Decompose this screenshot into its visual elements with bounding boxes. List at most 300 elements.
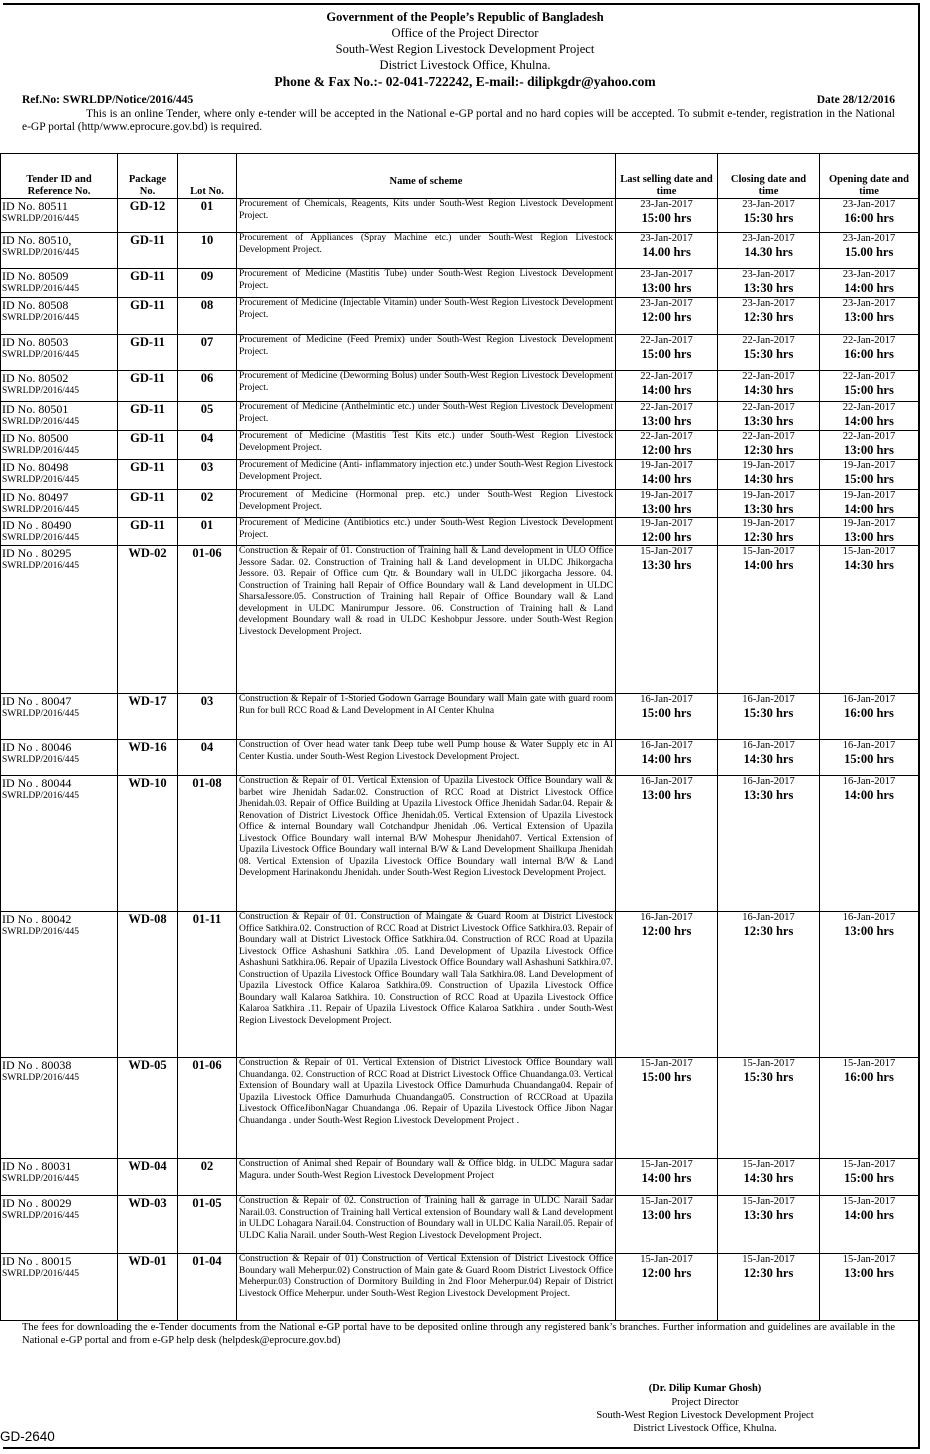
selling-date: 22-Jan-2017 (640, 402, 693, 413)
tender-id-cell (1, 1196, 118, 1254)
tender-id-cell (1, 518, 118, 546)
selling-cell (616, 546, 718, 694)
opening-time: 14:00 hrs (844, 281, 894, 295)
table-row (1, 1196, 919, 1254)
closing-time: 14.30 hrs (744, 245, 793, 259)
tender-id: ID No . 80044 (2, 776, 72, 790)
closing-time: 14:30 hrs (743, 752, 794, 766)
tender-id: ID No . 80295 (2, 546, 72, 560)
selling-cell (616, 1254, 718, 1321)
selling-time: 12:00 hrs (641, 1266, 692, 1280)
lot-no: 01 (178, 518, 237, 546)
closing-date: 16-Jan-2017 (742, 694, 795, 705)
package-no: WD-01 (118, 1254, 178, 1321)
table-row (1, 518, 919, 546)
opening-date: 19-Jan-2017 (842, 460, 896, 471)
reference-number: Ref.No: SWRLDP/Notice/2016/445 (22, 94, 194, 106)
tender-id: ID No . 80029 (2, 1196, 72, 1210)
selling-date: 15-Jan-2017 (640, 546, 693, 557)
closing-cell (718, 518, 820, 546)
selling-date: 23-Jan-2017 (640, 199, 693, 210)
opening-date: 16-Jan-2017 (842, 912, 896, 923)
tender-id-cell (1, 269, 118, 298)
col-header-id: Tender ID and Reference No. (1, 154, 118, 199)
closing-time: 13:30 hrs (743, 281, 794, 295)
selling-time: 13:00 hrs (641, 281, 692, 295)
closing-cell (718, 740, 820, 776)
closing-date: 22-Jan-2017 (742, 371, 795, 382)
selling-time: 12:00 hrs (641, 310, 692, 324)
tender-id: ID No . 80046 (2, 740, 72, 754)
selling-date: 19-Jan-2017 (640, 490, 693, 501)
closing-cell (718, 460, 820, 490)
closing-time: 12:30 hrs (743, 1266, 794, 1280)
tender-id-cell (1, 371, 118, 402)
opening-cell (820, 1159, 919, 1196)
opening-date: 23-Jan-2017 (842, 269, 896, 280)
opening-cell (820, 490, 919, 518)
selling-cell (616, 269, 718, 298)
tender-ref: SWRLDP/2016/445 (2, 248, 80, 258)
opening-date: 16-Jan-2017 (842, 694, 896, 705)
tender-ref: SWRLDP/2016/445 (2, 755, 80, 765)
opening-date: 22-Jan-2017 (842, 335, 896, 346)
package-no: WD-17 (118, 694, 178, 740)
closing-cell (718, 402, 820, 431)
closing-cell (718, 546, 820, 694)
tender-id-cell (1, 298, 118, 335)
header-contact: Phone & Fax No.:- 02-041-722242, E-mail:- dilipkgdr@yahoo.com (274, 74, 656, 89)
tender-id: ID No. 80498 (2, 460, 69, 474)
opening-date: 22-Jan-2017 (842, 402, 896, 413)
lot-no: 02 (178, 490, 237, 518)
table-row (1, 269, 919, 298)
selling-cell (616, 298, 718, 335)
tender-id: ID No. 80509 (2, 269, 69, 283)
selling-time: 15:00 hrs (641, 347, 692, 361)
closing-time: 12:30 hrs (743, 443, 794, 457)
scheme-name: Construction of Animal shed Repair of Boundary wall & Office bldg. in ULDC Magura sadar Magura. under South-West Region Livestock Development Project (237, 1159, 616, 1196)
package-no: GD-11 (118, 233, 178, 269)
opening-time: 15:00 hrs (844, 752, 894, 766)
col-header-opening: Opening date and time (820, 154, 919, 199)
tender-ref: SWRLDP/2016/445 (2, 1073, 80, 1083)
closing-time: 13:30 hrs (743, 502, 794, 516)
selling-time: 12:00 hrs (641, 530, 692, 544)
signatory-project: South-West Region Livestock Development Project (596, 1410, 814, 1421)
selling-cell (616, 518, 718, 546)
package-no: WD-08 (118, 912, 178, 1058)
closing-date: 19-Jan-2017 (742, 490, 795, 501)
lot-no: 02 (178, 1159, 237, 1196)
tender-ref: SWRLDP/2016/445 (2, 1211, 80, 1221)
col-header-selling: Last selling date and time (616, 154, 718, 199)
opening-date: 16-Jan-2017 (842, 740, 896, 751)
tender-id: ID No. 80510, (2, 233, 72, 247)
closing-time: 14:30 hrs (743, 383, 794, 397)
selling-time: 14:00 hrs (641, 1171, 692, 1185)
closing-cell (718, 199, 820, 233)
table-row (1, 1159, 919, 1196)
lot-no: 01 (178, 199, 237, 233)
selling-time: 13:30 hrs (641, 558, 692, 572)
selling-cell (616, 1196, 718, 1254)
selling-date: 22-Jan-2017 (640, 335, 693, 346)
tender-id: ID No . 80047 (2, 694, 72, 708)
tender-ref: SWRLDP/2016/445 (2, 446, 80, 456)
opening-cell (820, 518, 919, 546)
package-no: GD-11 (118, 335, 178, 371)
table-row (1, 776, 919, 912)
scheme-name: Construction of Over head water tank Deep tube well Pump house & Water Supply etc in AI Center Kustia. under South-West Region Livestock Development Project. (237, 740, 616, 776)
closing-time: 14:00 hrs (743, 558, 794, 572)
table-row (1, 740, 919, 776)
tender-id: ID No . 80042 (2, 912, 72, 926)
closing-cell (718, 1196, 820, 1254)
opening-cell (820, 1254, 919, 1321)
table-row (1, 298, 919, 335)
tender-id-cell (1, 402, 118, 431)
col-header-closing: Closing date and time (718, 154, 820, 199)
opening-time: 16:00 hrs (844, 1070, 894, 1084)
closing-time: 12:30 hrs (743, 530, 794, 544)
opening-time: 15:00 hrs (844, 1171, 894, 1185)
scheme-name: Procurement of Medicine (Anthelmintic etc.) under South-West Region Livestock Development Project. (237, 402, 616, 431)
opening-date: 22-Jan-2017 (842, 371, 896, 382)
tender-ref: SWRLDP/2016/445 (2, 386, 80, 396)
tender-id-cell (1, 546, 118, 694)
selling-cell (616, 1058, 718, 1159)
selling-date: 16-Jan-2017 (640, 776, 693, 787)
table-header-row (1, 154, 919, 199)
tender-id-cell (1, 1159, 118, 1196)
selling-time: 15:00 hrs (641, 1070, 692, 1084)
package-no: GD-12 (118, 199, 178, 233)
closing-cell (718, 298, 820, 335)
lot-no: 04 (178, 431, 237, 460)
header-office: Office of the Project Director (391, 26, 539, 40)
tender-ref: SWRLDP/2016/445 (2, 791, 80, 801)
package-no: WD-03 (118, 1196, 178, 1254)
selling-time: 13:00 hrs (641, 502, 692, 516)
scheme-name: Procurement of Medicine (Mastitis Tube) under South-West Region Livestock Development Project. (237, 269, 616, 298)
closing-cell (718, 335, 820, 371)
tender-ref: SWRLDP/2016/445 (2, 350, 80, 360)
closing-cell (718, 490, 820, 518)
selling-time: 14.00 hrs (642, 245, 691, 259)
signatory-name: (Dr. Dilip Kumar Ghosh) (648, 1383, 762, 1394)
selling-cell (616, 490, 718, 518)
selling-cell (616, 694, 718, 740)
closing-date: 19-Jan-2017 (742, 460, 795, 471)
closing-cell (718, 694, 820, 740)
closing-cell (718, 233, 820, 269)
opening-date: 23-Jan-2017 (842, 298, 896, 309)
closing-time: 13:30 hrs (743, 414, 794, 428)
closing-time: 15:30 hrs (743, 211, 794, 225)
opening-date: 19-Jan-2017 (842, 518, 896, 529)
closing-date: 16-Jan-2017 (742, 740, 795, 751)
table-row (1, 1254, 919, 1321)
closing-date: 22-Jan-2017 (742, 431, 795, 442)
opening-date: 23-Jan-2017 (842, 233, 896, 244)
table-row (1, 912, 919, 1058)
tender-table-body (1, 199, 919, 1321)
scheme-name: Construction & Repair of 02. Construction of Training hall & garrage in ULDC Narail Sadar Narail.03. Construction of Training hall Vertical extension of Boundary wall & Land development in ULDC Lohagara Narail.04. Construction of Boundary wall in ULDC Kalia Narail.05. Repair of ULDC Kalia Narail. under South-West Region Livestock Development Project. (237, 1196, 616, 1254)
opening-cell (820, 546, 919, 694)
opening-date: 15-Jan-2017 (842, 1058, 896, 1069)
header-project: South-West Region Livestock Development Project (335, 42, 595, 56)
selling-cell (616, 1159, 718, 1196)
selling-cell (616, 776, 718, 912)
selling-time: 13:00 hrs (641, 414, 692, 428)
tender-id-cell (1, 335, 118, 371)
selling-cell (616, 402, 718, 431)
selling-date: 22-Jan-2017 (640, 431, 693, 442)
lot-no: 01-11 (178, 912, 237, 1058)
opening-cell (820, 402, 919, 431)
opening-cell (820, 776, 919, 912)
selling-cell (616, 912, 718, 1058)
opening-time: 14:30 hrs (844, 558, 894, 572)
lot-no: 09 (178, 269, 237, 298)
selling-date: 16-Jan-2017 (640, 912, 693, 923)
table-row (1, 199, 919, 233)
tender-ref: SWRLDP/2016/445 (2, 284, 80, 294)
opening-time: 15.00 hrs (844, 245, 894, 259)
scheme-name: Procurement of Medicine (Antibiotics etc.) under South-West Region Livestock Development Project. (237, 518, 616, 546)
lot-no: 01-06 (178, 1058, 237, 1159)
tender-ref: SWRLDP/2016/445 (2, 927, 80, 937)
opening-cell (820, 199, 919, 233)
document-code: GD-2640 (0, 1429, 55, 1444)
closing-time: 12:30 hrs (743, 924, 794, 938)
tender-id: ID No . 80015 (2, 1254, 72, 1268)
lot-no: 08 (178, 298, 237, 335)
closing-cell (718, 912, 820, 1058)
lot-no: 03 (178, 460, 237, 490)
package-no: GD-11 (118, 460, 178, 490)
selling-time: 14:00 hrs (641, 383, 692, 397)
table-row (1, 460, 919, 490)
table-row (1, 1058, 919, 1159)
header-district-office: District Livestock Office, Khulna. (379, 58, 551, 72)
opening-date: 23-Jan-2017 (842, 199, 896, 210)
closing-cell (718, 1058, 820, 1159)
tender-ref: SWRLDP/2016/445 (2, 417, 80, 427)
closing-cell (718, 371, 820, 402)
closing-cell (718, 776, 820, 912)
tender-id-cell (1, 1254, 118, 1321)
opening-cell (820, 694, 919, 740)
scheme-name: Construction & Repair of 01. Vertical Extension of District Livestock Office Boundary wall Chuandanga. 02. Construction of RCC Road at District Livestock Office Chuandanga.03. Vertical Extension of Boundary wall at Upazila Livestock Office Damurhuda Chuandanga04. Repair of Upazila Livestock Office Damurhuda Chuandanga05. Construction of RCCRoad at Upazila Livestock OfficeJibonNagar Chuandanga .06. Repair of Upazila Livestock Office Jibon Nagar Chuandanga . under South-West Region Livestock Development Project . (237, 1058, 616, 1159)
selling-cell (616, 233, 718, 269)
selling-time: 15:00 hrs (641, 706, 692, 720)
selling-date: 15-Jan-2017 (640, 1254, 693, 1265)
opening-time: 13:00 hrs (844, 310, 894, 324)
tender-id-cell (1, 776, 118, 912)
opening-time: 14:00 hrs (844, 414, 894, 428)
tender-ref: SWRLDP/2016/445 (2, 475, 80, 485)
opening-cell (820, 1058, 919, 1159)
opening-cell (820, 335, 919, 371)
closing-cell (718, 1254, 820, 1321)
closing-time: 13:30 hrs (743, 788, 794, 802)
tender-id-cell (1, 199, 118, 233)
col-header-scheme: Name of scheme (237, 154, 616, 199)
selling-time: 12:00 hrs (641, 924, 692, 938)
opening-time: 13:00 hrs (844, 443, 894, 457)
tender-id: ID No. 80497 (2, 490, 69, 504)
opening-time: 16:00 hrs (844, 347, 894, 361)
closing-time: 13:30 hrs (743, 1208, 794, 1222)
selling-cell (616, 740, 718, 776)
footer-note: The fees for downloading the e-Tender documents from the National e-GP portal have to be deposited online through any registered bank’s branches. Further information and guidelines are available in the National e-GP portal and from e-GP help desk (helpdesk@eprocure.gov.bd) (22, 1322, 895, 1346)
tender-id-cell (1, 1058, 118, 1159)
tender-ref: SWRLDP/2016/445 (2, 561, 80, 571)
tender-id: ID No. 80500 (2, 431, 69, 445)
scheme-name: Construction & Repair of 01) Construction of Vertical Extension of District Livestock Office Boundary wall Meherpur.02) Construction of Main gate & Guard Room District Livestock Office Meherpur.03) Construction of Dormitory Building in 2nd Floor Meherpur.04) Repair of District Livestock Office Meherpur. under South-West Region Livestock Development Project. (237, 1254, 616, 1321)
tender-id: ID No . 80038 (2, 1058, 72, 1072)
scheme-name: Procurement of Medicine (Mastitis Test Kits etc.) under South-West Region Livestock Development Project. (237, 431, 616, 460)
opening-cell (820, 740, 919, 776)
closing-date: 16-Jan-2017 (742, 912, 795, 923)
package-no: GD-11 (118, 490, 178, 518)
opening-date: 19-Jan-2017 (842, 490, 896, 501)
lot-no: 01-04 (178, 1254, 237, 1321)
scheme-name: Procurement of Medicine (Feed Premix) under South-West Region Livestock Development Project. (237, 335, 616, 371)
table-row (1, 694, 919, 740)
opening-date: 15-Jan-2017 (842, 1254, 896, 1265)
selling-date: 23-Jan-2017 (640, 269, 693, 280)
closing-time: 15:30 hrs (743, 1070, 794, 1084)
lot-no: 07 (178, 335, 237, 371)
selling-date: 19-Jan-2017 (640, 460, 693, 471)
tender-id: ID No. 80508 (2, 298, 69, 312)
tender-ref: SWRLDP/2016/445 (2, 709, 80, 719)
table-row (1, 371, 919, 402)
opening-date: 22-Jan-2017 (842, 431, 896, 442)
selling-time: 15:00 hrs (641, 211, 692, 225)
opening-date: 15-Jan-2017 (842, 546, 896, 557)
lot-no: 01-08 (178, 776, 237, 912)
package-no: GD-11 (118, 269, 178, 298)
scheme-name: Construction & Repair of 01. Construction of Training hall & Land development in ULO Office Jessore Sadar. 02. Construction of Training hall & Land development in ULDC Jhikorgacha Jessore. 03. Repair of Office cum Qtr. & Boundary wall in ULDC jikorgacha Jessore. 04. Construction of Training hall Repair of Office Boundary wall & Land development in ULDC SharsaJessore.05. Construction of Training hall Repair of Office Boundary wall & Land development in ULDC Manirumpur Jessore. 06. Construction of Training hall & Land development Boundary wall & road in ULDC Keshobpur Jessore. under South-West Region Livestock Development Project. (237, 546, 616, 694)
selling-date: 15-Jan-2017 (640, 1058, 693, 1069)
closing-date: 15-Jan-2017 (742, 1196, 795, 1207)
tender-id: ID No. 80502 (2, 371, 69, 385)
opening-cell (820, 233, 919, 269)
closing-cell (718, 431, 820, 460)
opening-cell (820, 1196, 919, 1254)
closing-date: 22-Jan-2017 (742, 402, 795, 413)
selling-time: 14:00 hrs (641, 752, 692, 766)
closing-date: 15-Jan-2017 (742, 1058, 795, 1069)
selling-cell (616, 431, 718, 460)
closing-time: 14:30 hrs (743, 1171, 794, 1185)
closing-date: 23-Jan-2017 (742, 269, 795, 280)
tender-ref: SWRLDP/2016/445 (2, 505, 80, 515)
opening-cell (820, 371, 919, 402)
tender-id-cell (1, 694, 118, 740)
tender-id: ID No. 80501 (2, 402, 69, 416)
tender-ref: SWRLDP/2016/445 (2, 1269, 80, 1279)
opening-time: 14:00 hrs (844, 502, 894, 516)
col-header-lot: Lot No. (178, 154, 237, 199)
lot-no: 10 (178, 233, 237, 269)
opening-time: 15:00 hrs (844, 472, 894, 486)
selling-cell (616, 199, 718, 233)
scheme-name: Construction & Repair of 1-Storied Godown Garrage Boundary wall Main gate with guard room Run for bull RCC Road & Land Development in AI Center Khulna (237, 694, 616, 740)
package-no: GD-11 (118, 402, 178, 431)
closing-time: 14:30 hrs (743, 472, 794, 486)
signatory-title: Project Director (671, 1397, 739, 1408)
selling-date: 15-Jan-2017 (640, 1196, 693, 1207)
scheme-name: Construction & Repair of 01. Construction of Maingate & Guard Room at District Livestock Office Satkhira.02. Construction of RCC Road at District Livestock Office Satkhira.03. Repair of Boundary wall at District Livestock Office Satkhira.04. Construction of RCC Road at Upazila Livestock Office Ashashuni Satkhira .05. Land Development of Upazila Livestock Office Ashashuni Satkhira.06. Repair of Upazila Livestock Office Boundary wall Ashashuni Satkhira.07. Construction of Upazila Livestock Office Boundary wall Tala Satkhira.08. Land Development of Upazila Livestock Office Kalaroa Satkhira.09. Construction of Upazila Livestock Office Boundary wall Kalaroa Satkhira. 10. Construction of RCC Road at Upazila Livestock Office Kalaroa Satkhira .11. Repair of Upazila Livestock Office Kalaroa Satkhira . under South-West Region Livestock Development Project. (237, 912, 616, 1058)
closing-date: 23-Jan-2017 (742, 298, 795, 309)
tender-id-cell (1, 233, 118, 269)
closing-date: 15-Jan-2017 (742, 1159, 795, 1170)
package-no: WD-05 (118, 1058, 178, 1159)
tender-id-cell (1, 490, 118, 518)
scheme-name: Procurement of Appliances (Spray Machine etc.) under South-West Region Livestock Development Project. (237, 233, 616, 269)
table-row (1, 431, 919, 460)
package-no: WD-02 (118, 546, 178, 694)
selling-date: 16-Jan-2017 (640, 740, 693, 751)
selling-date: 22-Jan-2017 (640, 371, 693, 382)
opening-time: 16:00 hrs (844, 211, 894, 225)
closing-time: 15:30 hrs (743, 706, 794, 720)
tender-ref: SWRLDP/2016/445 (2, 313, 80, 323)
lot-no: 01-06 (178, 546, 237, 694)
closing-date: 23-Jan-2017 (742, 233, 795, 244)
scheme-name: Procurement of Medicine (Injectable Vitamin) under South-West Region Livestock Development Project. (237, 298, 616, 335)
col-header-package: Package No. (118, 154, 178, 199)
lot-no: 03 (178, 694, 237, 740)
package-no: WD-16 (118, 740, 178, 776)
scheme-name: Construction & Repair of 01. Vertical Extension of Upazila Livestock Office Boundary wall & barbet wire Jhenidah Sadar.02. Construction of RCC Road at District Livestock Office Jhenidah.03. Repair of Office Building at Upazila Livestock Office Jhenidah Sadar.04. Repair & Renovation of District Livestock Office Jhenidah.05. Vertical Extension of Upazila Livestock Office & internal Boundary wall Cotchandpur Jhenidah .06. Vertical Extension of Upazila Livestock Office Boundary wall internal B/W Mohespur Jhenidah07. Vertical Extension of Upazila Livestock Office Boundary wall internal B/W & Land Development Shailkupa Jhenidah 08. Vertical Extension of Upazila Livestock Office Boundary wall internal B/W & Land Development Harinakondu Jhenidah. under South-West Region Livestock Development Project. (237, 776, 616, 912)
notice-date: Date 28/12/2016 (816, 94, 895, 106)
opening-time: 13:00 hrs (844, 1266, 894, 1280)
package-no: GD-11 (118, 298, 178, 335)
opening-time: 14:00 hrs (844, 1208, 894, 1222)
table-row (1, 546, 919, 694)
closing-date: 15-Jan-2017 (742, 546, 795, 557)
scheme-name: Procurement of Medicine (Hormonal prep. etc.) under South-West Region Livestock Development Project. (237, 490, 616, 518)
opening-time: 15:00 hrs (844, 383, 894, 397)
table-row (1, 490, 919, 518)
closing-date: 22-Jan-2017 (742, 335, 795, 346)
package-no: WD-04 (118, 1159, 178, 1196)
selling-time: 12:00 hrs (641, 443, 692, 457)
tender-ref: SWRLDP/2016/445 (2, 1174, 80, 1184)
selling-cell (616, 371, 718, 402)
lot-no: 01-05 (178, 1196, 237, 1254)
opening-time: 14:00 hrs (844, 788, 894, 802)
tender-id: ID No. 80503 (2, 335, 69, 349)
closing-date: 15-Jan-2017 (742, 1254, 795, 1265)
opening-date: 15-Jan-2017 (842, 1196, 896, 1207)
tender-ref: SWRLDP/2016/445 (2, 214, 80, 224)
header-government: Government of the People’s Republic of Bangladesh (326, 10, 604, 24)
opening-time: 13:00 hrs (844, 530, 894, 544)
opening-cell (820, 298, 919, 335)
selling-date: 19-Jan-2017 (640, 518, 693, 529)
opening-cell (820, 269, 919, 298)
opening-time: 16:00 hrs (844, 706, 894, 720)
lot-no: 05 (178, 402, 237, 431)
tender-id: ID No . 80031 (2, 1159, 72, 1173)
